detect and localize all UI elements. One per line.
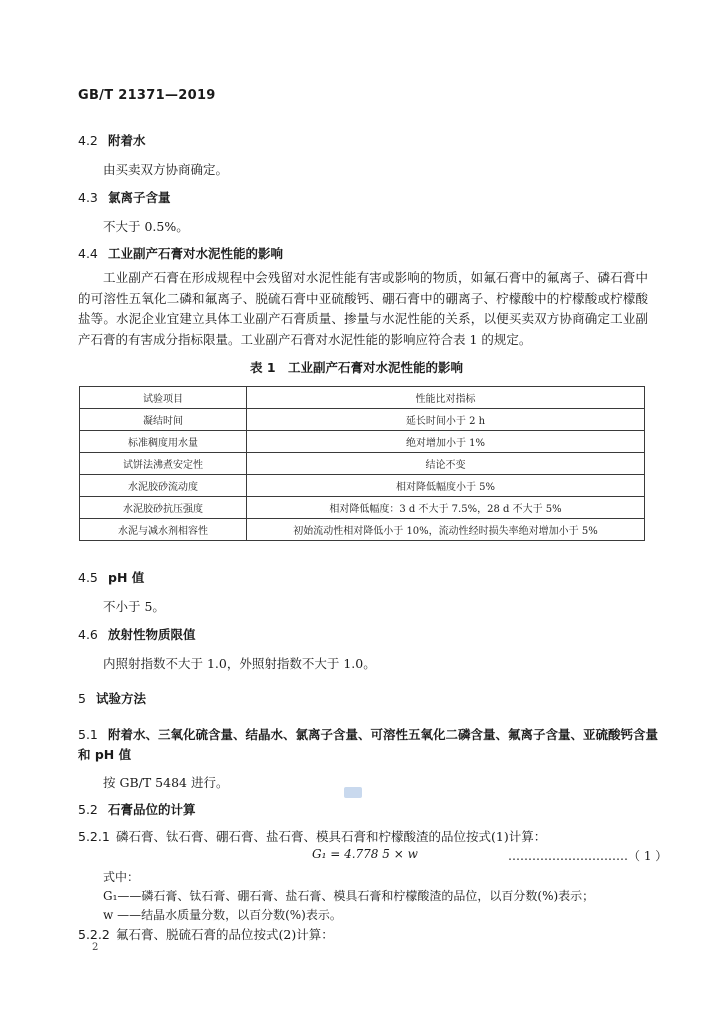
section-number: 5 — [78, 691, 86, 706]
variable-definition: G₁——磷石膏、钛石膏、硼石膏、盐石膏、模具石膏和柠檬酸渣的品位，以百分数(%)表示； — [103, 889, 595, 903]
section-4-2-heading — [78, 131, 146, 149]
table-cell: 绝对增加小于 1% — [247, 431, 645, 453]
section-4-3-text: 不大于 0.5%。 — [103, 219, 189, 234]
section-title: 工业副产石膏对水泥性能的影响 — [108, 246, 284, 261]
section-number: 5.2.2 — [78, 927, 110, 942]
section-5-1-text: 按 GB/T 5484 进行。 — [103, 775, 229, 790]
section-4-6-text: 内照射指数不大于 1.0，外照射指数不大于 1.0。 — [103, 656, 376, 671]
section-number: 5.2 — [78, 802, 98, 817]
section-5-1-heading-cont — [78, 745, 131, 763]
table-row — [80, 431, 645, 453]
table-cell: 相对降低幅度：3 d 不大于 7.5%，28 d 不大于 5% — [247, 497, 645, 519]
performance-table — [79, 386, 645, 541]
table-header-row — [80, 387, 645, 409]
page-number: 2 — [92, 942, 99, 953]
table-row — [80, 519, 645, 541]
section-title: 附着水 — [108, 133, 146, 148]
section-title: 氯离子含量 — [108, 190, 171, 205]
section-4-2-text: 由买卖双方协商确定。 — [103, 162, 229, 177]
section-title-continued: 和 pH 值 — [78, 747, 132, 762]
section-5-1-heading — [78, 725, 658, 743]
section-number: 4.5 — [78, 570, 98, 585]
formula-1: G₁ = 4.778 5 × w — [312, 847, 418, 861]
section-5-2-1 — [78, 827, 546, 845]
variable-definition: w ——结晶水质量分数，以百分数(%)表示。 — [103, 908, 342, 922]
section-number: 5.1 — [78, 727, 98, 742]
section-title: 附着水、三氧化硫含量、结晶水、氯离子含量、可溶性五氧化二磷含量、氟离子含量、亚硫酸钙含量 — [108, 727, 659, 742]
table-cell: 水泥胶砂流动度 — [80, 475, 247, 497]
table-row — [80, 453, 645, 475]
section-number: 5.2.1 — [78, 829, 110, 844]
section-4-4-heading — [78, 244, 283, 262]
table-cell: 水泥胶砂抗压强度 — [80, 497, 247, 519]
section-title: 放射性物质限值 — [108, 627, 196, 642]
section-number: 4.2 — [78, 133, 98, 148]
section-text: 氟石膏、脱硫石膏的品位按式(2)计算： — [116, 927, 334, 942]
section-title: pH 值 — [108, 570, 145, 585]
section-5-2-2 — [78, 925, 334, 943]
table-cell: 凝结时间 — [80, 409, 247, 431]
section-4-4-paragraph: 工业副产石膏在形成规程中会残留对水泥性能有害或影响的物质，如氟石膏中的氟离子、磷石膏中的可溶性五氧化二磷和氟离子、脱硫石膏中亚硫酸钙、硼石膏中的硼离子、柠檬酸中的柠檬酸或柠檬酸盐等。水泥企业宜建立具体工业副产石膏质量、掺量与水泥性能的关系，以便买卖双方协商确定工业副产石膏的有害成分指标限量。工业副产石膏对水泥性能的影响应符合表 1 的规定。 — [78, 270, 648, 347]
section-5-2-heading — [78, 800, 196, 818]
table-cell: 标准稠度用水量 — [80, 431, 247, 453]
section-title: 石膏品位的计算 — [108, 802, 196, 817]
standard-number: GB/T 21371—2019 — [78, 88, 216, 103]
section-number: 4.3 — [78, 190, 98, 205]
table-header-cell: 性能比对指标 — [247, 387, 645, 409]
table-cell: 结论不变 — [247, 453, 645, 475]
table-row — [80, 409, 645, 431]
section-5-heading — [78, 689, 146, 707]
section-number: 4.4 — [78, 246, 98, 261]
table-header-cell: 试验项目 — [80, 387, 247, 409]
table-cell: 初始流动性相对降低小于 10%，流动性经时损失率绝对增加小于 5% — [247, 519, 645, 541]
table-cell: 水泥与减水剂相容性 — [80, 519, 247, 541]
formula-number: …………………………（ 1 ） — [508, 849, 668, 863]
section-text: 磷石膏、钛石膏、硼石膏、盐石膏、模具石膏和柠檬酸渣的品位按式(1)计算： — [116, 829, 547, 844]
section-4-3-heading — [78, 188, 171, 206]
section-title: 试验方法 — [96, 691, 147, 706]
table-cell: 延长时间小于 2 h — [247, 409, 645, 431]
section-4-5-text: 不小于 5。 — [103, 599, 165, 614]
table-cell: 相对降低幅度小于 5% — [247, 475, 645, 497]
where-label: 式中： — [103, 870, 140, 884]
table-row — [80, 497, 645, 519]
table-cell: 试饼法沸煮安定性 — [80, 453, 247, 475]
section-4-5-heading — [78, 568, 144, 586]
table-caption: 表 1 工业副产石膏对水泥性能的影响 — [250, 360, 464, 375]
watermark-logo — [344, 787, 362, 798]
section-4-6-heading — [78, 625, 196, 643]
table-row — [80, 475, 645, 497]
section-number: 4.6 — [78, 627, 98, 642]
